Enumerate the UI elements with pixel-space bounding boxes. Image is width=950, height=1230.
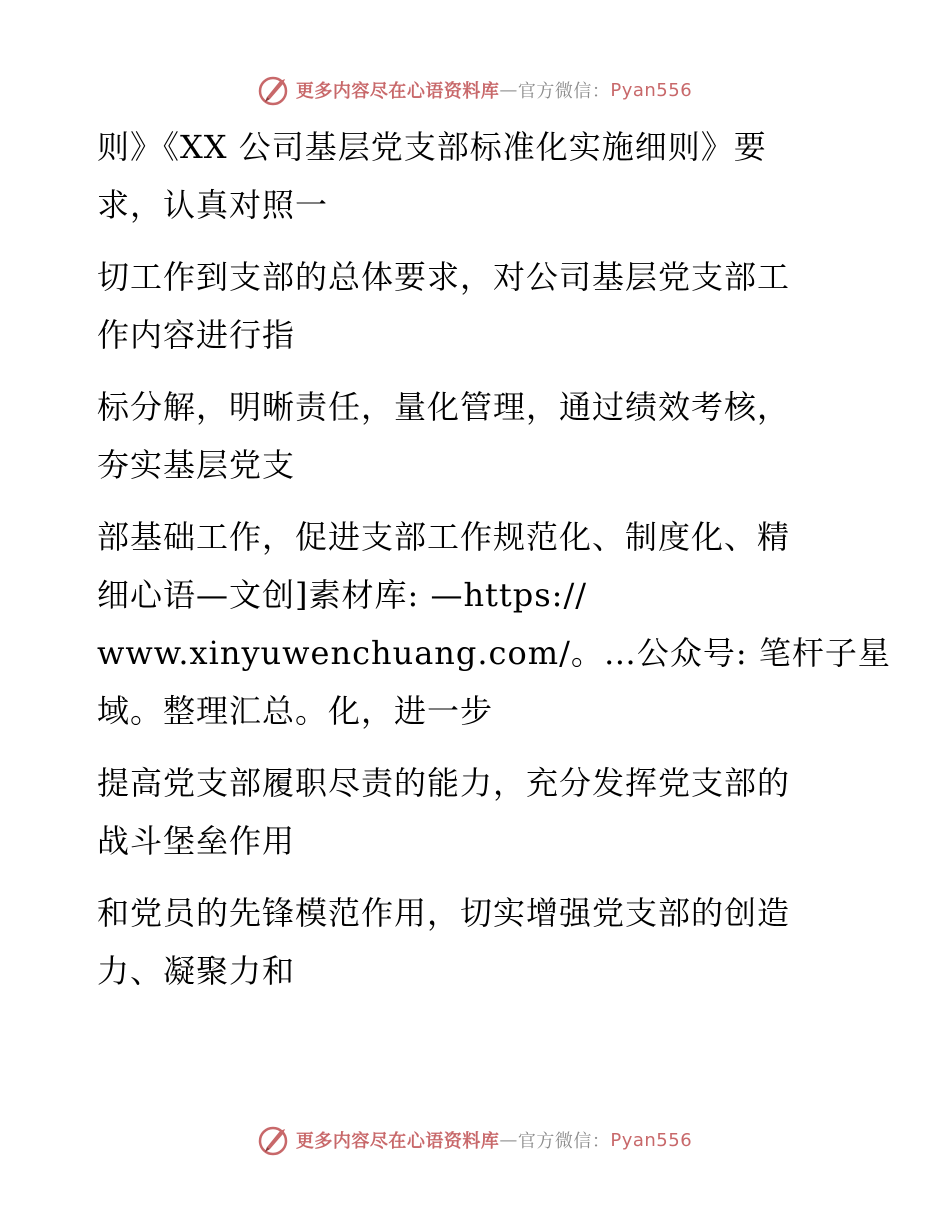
banner-tagline: 更多内容尽在心语资料库	[295, 81, 500, 102]
text-line: 求，认真对照一	[97, 186, 329, 224]
text-line: 夯实基层党支	[97, 446, 296, 484]
text-line: 战斗堡垒作用	[97, 822, 296, 860]
text-line: www.xinyuwenchuang.com/。…公众号: 笔杆子星	[97, 634, 891, 672]
text-line: 力、凝聚力和	[97, 952, 296, 990]
banner-wechat-id: Pyan556	[610, 79, 693, 101]
banner-separator: —	[499, 79, 518, 101]
banner-wechat-label: 官方微信：	[517, 81, 611, 102]
footer-banner	[0, 1120, 950, 1160]
text-line: 域。整理汇总。化，进一步	[97, 692, 494, 730]
text-line: 切工作到支部的总体要求，对公司基层党支部工	[97, 258, 791, 296]
text-line: 则》《XX 公司基层党支部标准化实施细则》要	[97, 128, 767, 166]
text-line: 标分解，明晰责任，量化管理，通过绩效考核，	[97, 388, 791, 426]
banner-tagline: 更多内容尽在心语资料库	[295, 1131, 500, 1152]
text-line: 提高党支部履职尽责的能力，充分发挥党支部的	[97, 764, 791, 802]
banner-wechat-id: Pyan556	[610, 1129, 693, 1151]
paragraph	[97, 248, 837, 364]
text-line: 作内容进行指	[97, 316, 296, 354]
header-banner	[0, 70, 950, 110]
text-line: 部基础工作，促进支部工作规范化、制度化、精	[97, 518, 791, 556]
text-line: 细心语—文创]素材库: —https://	[97, 576, 588, 614]
document-body	[97, 118, 891, 1014]
text-line: 和党员的先锋模范作用，切实增强党支部的创造	[97, 894, 791, 932]
paragraph	[97, 884, 837, 1000]
banner-wechat-label: 官方微信：	[517, 1131, 611, 1152]
paragraph	[97, 378, 837, 494]
paragraph	[97, 118, 837, 234]
quill-pen-icon	[258, 73, 292, 107]
quill-pen-icon	[258, 1123, 292, 1157]
paragraph	[97, 754, 837, 870]
paragraph	[97, 508, 891, 740]
banner-separator: —	[499, 1129, 518, 1151]
